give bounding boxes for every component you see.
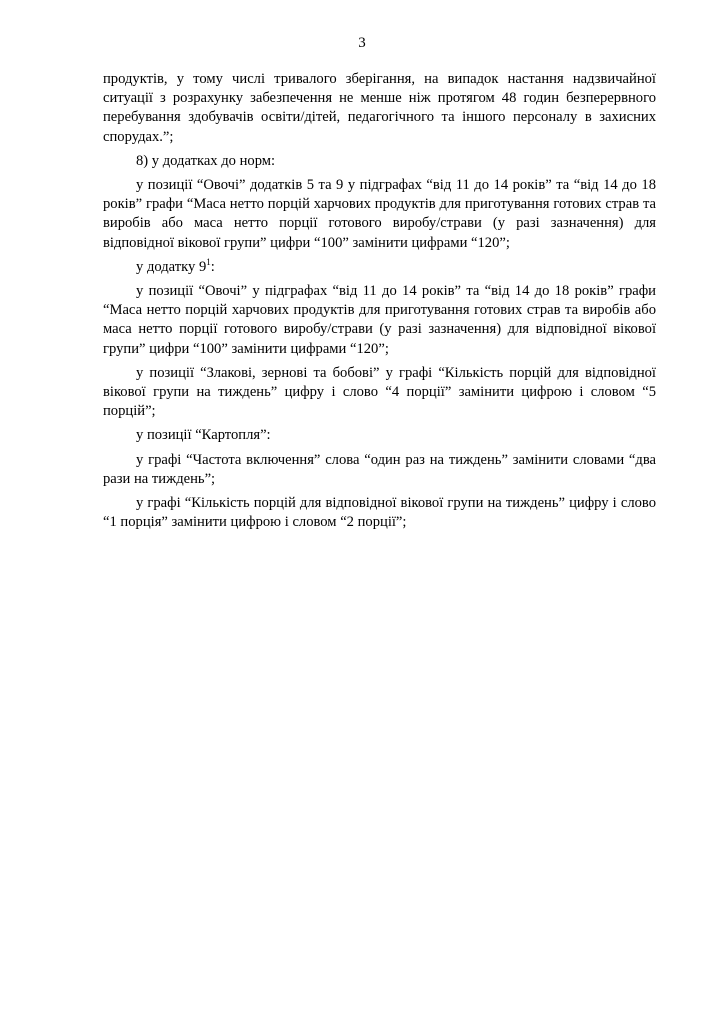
document-body	[103, 70, 656, 537]
paragraph-cereals: у позиції “Злакові, зернові та бобові” у графі “Кількість порцій для відповідної вікової групи на тиждень” цифру і слово “4 порції” замінити цифрою і словом “5 порцій”;	[103, 364, 656, 420]
paragraph-potatoes-portions: у графі “Кількість порцій для відповідної вікової групи на тиждень” цифру і слово “1 порція” замінити цифрою і словом “2 порції”;	[103, 495, 656, 531]
appendix-superscript: 1	[206, 256, 211, 267]
paragraph-potatoes-frequency: у графі “Частота включення” слова “один раз на тиждень” замінити словами “два рази на тиждень”;	[103, 451, 656, 487]
paragraph-vegetables-appendix-5-9: у позиції “Овочі” додатків 5 та 9 у підграфах “від 11 до 14 років” та “від 14 до 18 років” графи “Маса нетто порцій харчових продуктів для приготування готових страв та виробів або маса нетто порції готового виробу/страви (у разі зазначення) для відповідної вікової групи” цифри “100” замінити цифрами “120”;	[103, 177, 656, 251]
paragraph-potatoes-heading: у позиції “Картопля”:	[136, 427, 271, 444]
paragraph-continuation: продуктів, у тому числі тривалого зберігання, на випадок настання надзвичайної ситуації з розрахунку забезпечення не менше ніж протягом 48 годин безперервного перебування здобувачів освіти/дітей, педагогічного та іншого персоналу в захисних спорудах.”;	[103, 71, 656, 145]
page-number: 3	[358, 35, 366, 51]
paragraph-vegetables-appendix-9-1: у позиції “Овочі” у підграфах “від 11 до 14 років” та “від 14 до 18 років” графи “Маса нетто порцій харчових продуктів для приготування готових страв та виробів або маса нетто порції готового виробу/страви (у разі зазначення) для відповідної вікової групи” цифри “100” замінити цифрами “120”;	[103, 283, 656, 357]
paragraph-item-8: 8) у додатках до норм:	[136, 152, 276, 169]
appendix-label: у додатку 9	[136, 258, 207, 275]
appendix-colon: :	[210, 258, 215, 275]
paragraph-appendix-9-1	[103, 258, 656, 277]
